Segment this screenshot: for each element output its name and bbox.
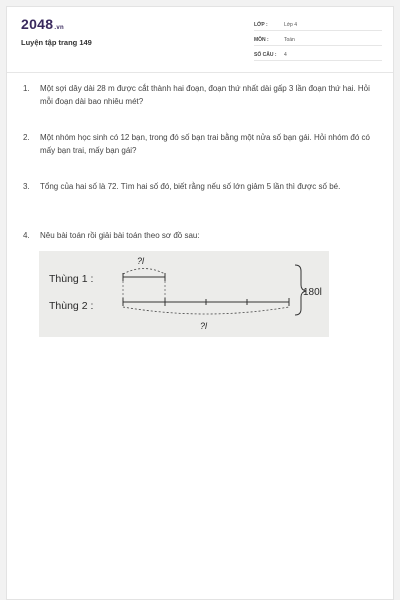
page-title: Luyện tập trang 149 bbox=[21, 38, 92, 47]
question-number: 4. bbox=[23, 231, 30, 240]
meta-row-subject bbox=[254, 36, 382, 46]
worksheet-page bbox=[6, 6, 394, 600]
meta-label-subject: MÔN : bbox=[254, 37, 269, 43]
row2-label: Thùng 2 : bbox=[49, 300, 94, 312]
worksheet-header bbox=[7, 7, 393, 73]
meta-value-count: 4 bbox=[284, 52, 287, 58]
meta-row-count bbox=[254, 51, 382, 61]
question-number: 3. bbox=[23, 182, 30, 191]
question-text: Nêu bài toán rồi giải bài toán theo sơ đồ sau: bbox=[40, 231, 200, 240]
top-unknown-label: ?l bbox=[137, 256, 145, 266]
question-number: 1. bbox=[23, 84, 30, 93]
question-text: Một sợi dây dài 28 m được cắt thành hai đoạn, đoạn thứ nhất dài gấp 3 lần đoạn thứ hai. Hỏi mỗi đoạn dài bao nhiêu mét? bbox=[40, 84, 370, 106]
question-number: 2. bbox=[23, 133, 30, 142]
meta-value-subject: Toán bbox=[284, 37, 295, 43]
bottom-brace bbox=[123, 307, 289, 314]
total-label: 180l bbox=[303, 287, 322, 298]
logo-suffix: .vn bbox=[54, 25, 64, 31]
site-logo[interactable] bbox=[21, 16, 64, 32]
row1-label: Thùng 1 : bbox=[49, 273, 94, 285]
meta-row-class bbox=[254, 21, 382, 31]
bottom-unknown-label: ?l bbox=[200, 321, 208, 331]
meta-label-count: SỐ CÂU : bbox=[254, 52, 277, 58]
segment-diagram bbox=[39, 251, 329, 337]
meta-value-class: Lớp 4 bbox=[284, 22, 298, 28]
question-text: Một nhóm học sinh có 12 bạn, trong đó số bạn trai bằng một nửa số bạn gái. Hỏi nhóm đó có mấy bạn trai, mấy bạn gái? bbox=[40, 133, 371, 155]
meta-label-class: LỚP : bbox=[254, 22, 268, 28]
segment-diagram-svg bbox=[39, 251, 329, 337]
top-brace bbox=[123, 269, 165, 275]
question-text: Tổng của hai số là 72. Tìm hai số đó, biết rằng nếu số lớn giảm 5 lần thì được số bé. bbox=[40, 182, 341, 191]
logo-text: 2048 bbox=[21, 16, 54, 32]
